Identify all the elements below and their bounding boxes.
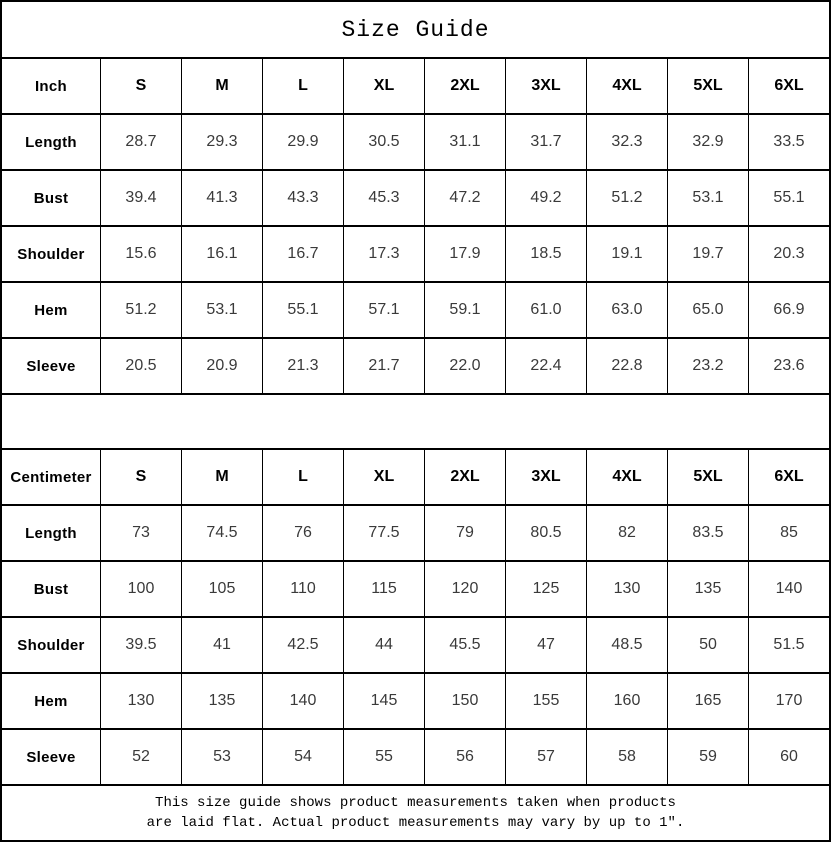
table-row [2,730,829,786]
value-cell: 130 [100,674,181,728]
value-cell: 47 [505,618,586,672]
value-cell: 160 [586,674,667,728]
size-header-cell: 5XL [667,450,748,504]
value-cell: 130 [586,562,667,616]
size-header-cell: 3XL [505,59,586,113]
value-cell: 44 [343,618,424,672]
value-cell: 140 [262,674,343,728]
value-cell: 51.2 [100,283,181,337]
table-row [2,618,829,674]
value-cell: 59.1 [424,283,505,337]
value-cell: 83.5 [667,506,748,560]
value-cell: 22.8 [586,339,667,393]
value-cell: 15.6 [100,227,181,281]
value-cell: 54 [262,730,343,784]
unit-label-cell: Centimeter [10,468,92,486]
value-cell: 28.7 [100,115,181,169]
table-row [2,562,829,618]
value-cell: 21.7 [343,339,424,393]
size-header-cell: S [100,450,181,504]
value-cell: 17.9 [424,227,505,281]
value-cell: 45.3 [343,171,424,225]
value-cell: 55.1 [262,283,343,337]
size-header-cell: 4XL [586,450,667,504]
value-cell: 79 [424,506,505,560]
row-label: Length [25,524,77,542]
value-cell: 19.1 [586,227,667,281]
value-cell: 51.5 [748,618,829,672]
value-cell: 74.5 [181,506,262,560]
value-cell: 20.3 [748,227,829,281]
size-header-cell: 2XL [424,59,505,113]
row-label: Hem [34,301,68,319]
value-cell: 61.0 [505,283,586,337]
value-cell: 32.3 [586,115,667,169]
value-cell: 17.3 [343,227,424,281]
value-cell: 23.2 [667,339,748,393]
value-cell: 120 [424,562,505,616]
table-row [2,674,829,730]
table-header-row [2,59,829,115]
size-header-cell: M [181,450,262,504]
value-cell: 57 [505,730,586,784]
value-cell: 41 [181,618,262,672]
value-cell: 31.7 [505,115,586,169]
row-label: Sleeve [26,748,76,766]
value-cell: 170 [748,674,829,728]
value-cell: 52 [100,730,181,784]
value-cell: 145 [343,674,424,728]
row-label: Hem [34,692,68,710]
size-header-cell: XL [343,450,424,504]
value-cell: 135 [667,562,748,616]
value-cell: 16.7 [262,227,343,281]
value-cell: 105 [181,562,262,616]
size-header-cell: M [181,59,262,113]
value-cell: 39.5 [100,618,181,672]
footer-line-2: are laid flat. Actual product measurements may vary by up to 1″. [146,815,685,831]
value-cell: 60 [748,730,829,784]
value-cell: 55 [343,730,424,784]
table-row [2,339,829,395]
value-cell: 23.6 [748,339,829,393]
inch-table [2,59,829,395]
size-header-cell: 6XL [748,59,829,113]
value-cell: 110 [262,562,343,616]
value-cell: 29.9 [262,115,343,169]
value-cell: 58 [586,730,667,784]
table-spacer [2,395,829,450]
value-cell: 19.7 [667,227,748,281]
centimeter-table [2,450,829,786]
value-cell: 48.5 [586,618,667,672]
table-row [2,283,829,339]
size-header-cell: L [262,450,343,504]
value-cell: 135 [181,674,262,728]
value-cell: 140 [748,562,829,616]
value-cell: 16.1 [181,227,262,281]
value-cell: 66.9 [748,283,829,337]
value-cell: 56 [424,730,505,784]
value-cell: 51.2 [586,171,667,225]
value-cell: 22.4 [505,339,586,393]
value-cell: 73 [100,506,181,560]
value-cell: 82 [586,506,667,560]
table-row [2,171,829,227]
value-cell: 80.5 [505,506,586,560]
row-label: Shoulder [17,636,85,654]
value-cell: 150 [424,674,505,728]
value-cell: 53.1 [667,171,748,225]
row-label: Bust [33,580,69,598]
value-cell: 20.5 [100,339,181,393]
size-header-cell: 3XL [505,450,586,504]
value-cell: 115 [343,562,424,616]
value-cell: 20.9 [181,339,262,393]
value-cell: 39.4 [100,171,181,225]
value-cell: 45.5 [424,618,505,672]
value-cell: 31.1 [424,115,505,169]
value-cell: 85 [748,506,829,560]
value-cell: 21.3 [262,339,343,393]
row-label: Sleeve [26,357,76,375]
value-cell: 22.0 [424,339,505,393]
size-header-cell: 4XL [586,59,667,113]
table-header-row [2,450,829,506]
size-header-cell: XL [343,59,424,113]
value-cell: 100 [100,562,181,616]
value-cell: 43.3 [262,171,343,225]
title-row [2,2,829,59]
value-cell: 32.9 [667,115,748,169]
footer-note [2,786,829,840]
value-cell: 57.1 [343,283,424,337]
value-cell: 49.2 [505,171,586,225]
value-cell: 47.2 [424,171,505,225]
value-cell: 55.1 [748,171,829,225]
footer-line-1: This size guide shows product measurements taken when products [155,795,676,811]
value-cell: 30.5 [343,115,424,169]
value-cell: 125 [505,562,586,616]
size-header-cell: L [262,59,343,113]
size-header-cell: S [100,59,181,113]
value-cell: 165 [667,674,748,728]
value-cell: 50 [667,618,748,672]
value-cell: 53.1 [181,283,262,337]
row-label: Shoulder [17,245,85,263]
value-cell: 155 [505,674,586,728]
value-cell: 59 [667,730,748,784]
value-cell: 65.0 [667,283,748,337]
value-cell: 18.5 [505,227,586,281]
value-cell: 63.0 [586,283,667,337]
value-cell: 76 [262,506,343,560]
value-cell: 41.3 [181,171,262,225]
table-row [2,115,829,171]
value-cell: 29.3 [181,115,262,169]
size-header-cell: 2XL [424,450,505,504]
table-row [2,506,829,562]
value-cell: 77.5 [343,506,424,560]
value-cell: 53 [181,730,262,784]
value-cell: 42.5 [262,618,343,672]
row-label: Bust [33,189,69,207]
table-row [2,227,829,283]
row-label: Length [25,133,77,151]
size-header-cell: 6XL [748,450,829,504]
size-header-cell: 5XL [667,59,748,113]
page-title: Size Guide [341,16,490,43]
value-cell: 33.5 [748,115,829,169]
unit-label-cell: Inch [34,77,68,95]
